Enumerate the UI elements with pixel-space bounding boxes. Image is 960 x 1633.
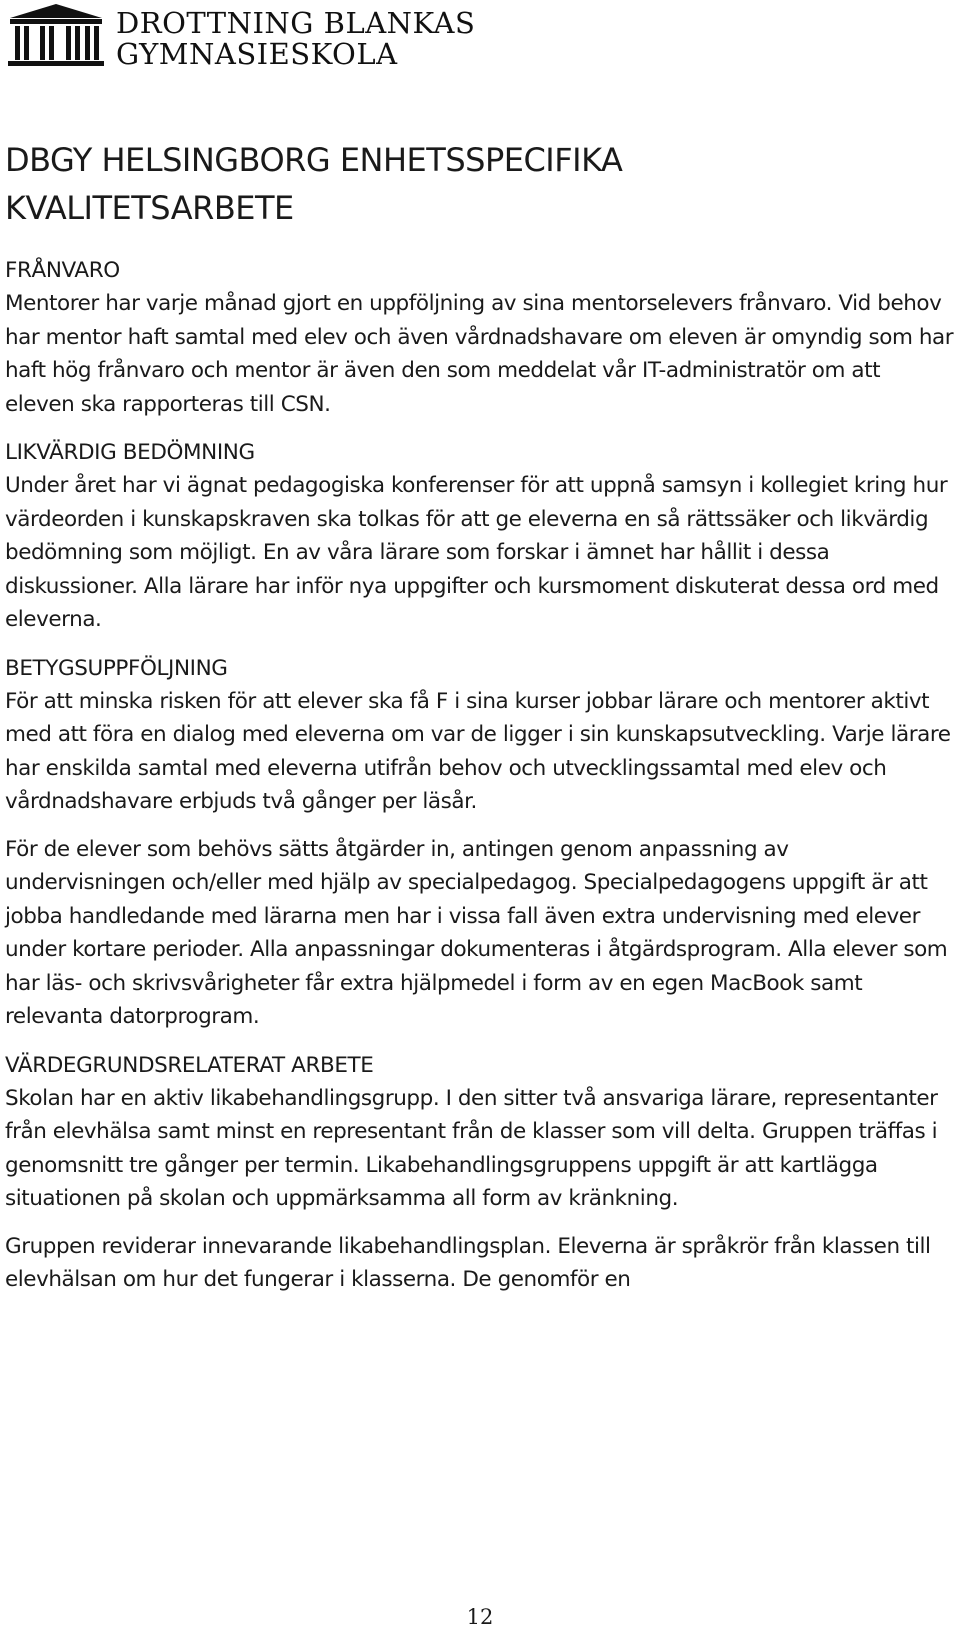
- logo-line-1: DROTTNING BLANKAS: [116, 6, 476, 40]
- section-heading: BETYGSUPPFÖLJNING: [5, 655, 228, 681]
- section-heading: FRÅNVARO: [5, 258, 120, 283]
- logo-line-2: GYMNASIESKOLA: [116, 37, 398, 71]
- section-vardegrundsrelaterat-arbete: [5, 1049, 955, 1297]
- page-number: 12: [466, 1605, 494, 1629]
- section-likvardig-bedomning: [5, 436, 955, 637]
- logo-wordmark: [116, 8, 475, 70]
- document-body: [5, 136, 955, 1312]
- title-line-2: KVALITETSARBETE: [5, 189, 294, 227]
- section-franvaro: [5, 254, 955, 421]
- section-paragraph: För att minska risken för att elever ska få F i sina kurser jobbar lärare och mentorer aktivt med att föra en dialog med eleverna om var de ligger i sin kunskapsutveckling. Varje lärare har enskilda samtal med eleverna utifrån behov och utvecklingssamtal med elev och vårdnadshavare erbjuds två gånger per läsår.: [5, 688, 951, 814]
- title-line-1: DBGY HELSINGBORG ENHETSSPECIFIKA: [5, 141, 623, 179]
- section-betygsuppfoljning: [5, 652, 955, 1034]
- section-paragraph: Gruppen reviderar innevarande likabehandlingsplan. Eleverna är språkrör från klassen till elevhälsan om hur det fungerar i klasserna. De genomför en: [5, 1233, 931, 1292]
- section-heading: VÄRDEGRUNDSRELATERAT ARBETE: [5, 1052, 374, 1078]
- section-paragraph: För de elever som behövs sätts åtgärder in, antingen genom anpassning av undervisningen och/eller med hjälp av specialpedagog. Specialpedagogens uppgift är att jobba handledande med lärarna men har i vissa fall även extra undervisning med elever under kortare perioder. Alla anpassningar dokumenteras i åtgärdsprogram. Alla elever som har läs- och skrivsvårigheter får extra hjälpmedel i form av en egen MacBook samt relevanta datorprogram.: [5, 836, 948, 1029]
- school-logo: [6, 2, 476, 72]
- document-title: [5, 136, 955, 232]
- section-paragraph: Mentorer har varje månad gjort en uppföljning av sina mentorselevers frånvaro. Vid behov har mentor haft samtal med elev och även vårdnadshavare om eleven är omyndig som har haft hög frånvaro och mentor är även den som meddelat vår IT-administratör om att eleven ska rapporteras till CSN.: [5, 291, 954, 417]
- section-heading: LIKVÄRDIG BEDÖMNING: [5, 440, 255, 465]
- section-paragraph: Skolan har en aktiv likabehandlingsgrupp. I den sitter två ansvariga lärare, representanter från elevhälsa samt minst en representant från de klasser som vill delta. Gruppen träffas i genomsnitt tre gånger per termin. Likabehandlingsgruppens uppgift är att kartlägga situationen på skolan och uppmärksamma all form av kränkning.: [5, 1085, 938, 1211]
- classical-columns-icon: [6, 2, 106, 68]
- section-paragraph: Under året har vi ägnat pedagogiska konferenser för att uppnå samsyn i kollegiet kring hur värdeorden i kunskapskraven ska tolkas för att ge eleverna en så rättssäker och likvärdig bedömning som möjligt. En av våra lärare som forskar i ämnet har hållit i dessa diskussioner. Alla lärare har inför nya uppgifter och kursmoment diskuterat dessa ord med eleverna.: [5, 473, 948, 632]
